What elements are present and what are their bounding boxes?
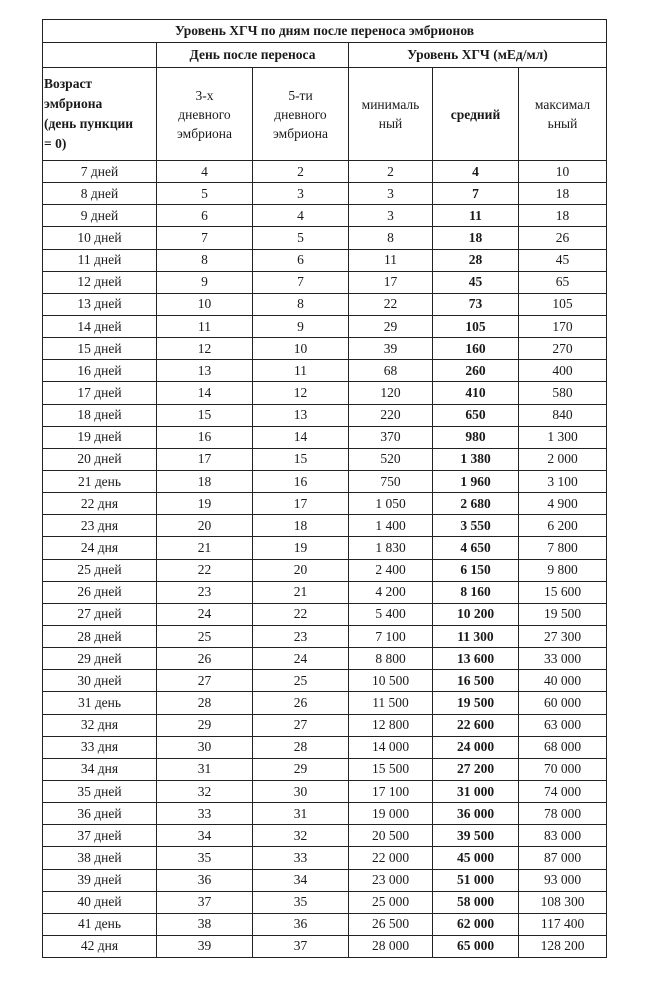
day3-cell: 38 xyxy=(157,913,253,935)
age-cell: 14 дней xyxy=(43,315,157,337)
header-line: (день пункции xyxy=(44,116,134,131)
avg-level-cell: 1 960 xyxy=(433,470,519,492)
hcg-level-header: Уровень ХГЧ (мЕд/мл) xyxy=(349,43,607,68)
max-level-cell: 33 000 xyxy=(519,648,607,670)
avg-level-cell: 18 xyxy=(433,227,519,249)
table-row xyxy=(43,426,607,448)
min-level-cell: 11 500 xyxy=(349,692,433,714)
day5-cell: 30 xyxy=(253,780,349,802)
max-level-cell: 3 100 xyxy=(519,470,607,492)
min-level-cell: 370 xyxy=(349,426,433,448)
avg-level-cell: 16 500 xyxy=(433,670,519,692)
max-level-cell: 15 600 xyxy=(519,581,607,603)
day3-cell: 28 xyxy=(157,692,253,714)
min-level-cell: 1 400 xyxy=(349,515,433,537)
avg-level-cell: 4 xyxy=(433,161,519,183)
max-level-cell: 26 xyxy=(519,227,607,249)
avg-level-cell: 4 650 xyxy=(433,537,519,559)
min-level-cell: 1 050 xyxy=(349,493,433,515)
day5-cell: 16 xyxy=(253,470,349,492)
min-level-cell: 10 500 xyxy=(349,670,433,692)
avg-level-cell: 58 000 xyxy=(433,891,519,913)
avg-level-cell: 45 000 xyxy=(433,847,519,869)
age-cell: 13 дней xyxy=(43,293,157,315)
min-level-cell: 12 800 xyxy=(349,714,433,736)
age-cell: 25 дней xyxy=(43,559,157,581)
day3-cell: 30 xyxy=(157,736,253,758)
day3-cell: 13 xyxy=(157,360,253,382)
max-level-cell: 65 xyxy=(519,271,607,293)
table-row xyxy=(43,714,607,736)
age-cell: 16 дней xyxy=(43,360,157,382)
age-cell: 27 дней xyxy=(43,603,157,625)
age-cell: 41 день xyxy=(43,913,157,935)
avg-level-cell: 160 xyxy=(433,338,519,360)
day3-cell: 22 xyxy=(157,559,253,581)
table-row xyxy=(43,205,607,227)
table-row xyxy=(43,493,607,515)
avg-level-cell: 10 200 xyxy=(433,603,519,625)
avg-level-cell: 27 200 xyxy=(433,758,519,780)
age-cell: 9 дней xyxy=(43,205,157,227)
day5-cell: 32 xyxy=(253,825,349,847)
table-row xyxy=(43,404,607,426)
age-cell: 17 дней xyxy=(43,382,157,404)
avg-level-cell: 28 xyxy=(433,249,519,271)
table-row xyxy=(43,581,607,603)
day5-cell: 34 xyxy=(253,869,349,891)
avg-level-cell: 11 300 xyxy=(433,625,519,647)
day3-cell: 8 xyxy=(157,249,253,271)
table-title: Уровень ХГЧ по дням после переноса эмбрионов xyxy=(43,20,607,43)
avg-level-cell: 260 xyxy=(433,360,519,382)
age-cell: 34 дня xyxy=(43,758,157,780)
header-line: эмбриона xyxy=(176,125,233,141)
table-row xyxy=(43,648,607,670)
table-row xyxy=(43,935,607,957)
age-cell: 33 дня xyxy=(43,736,157,758)
min-level-cell: 120 xyxy=(349,382,433,404)
age-cell: 39 дней xyxy=(43,869,157,891)
age-cell: 23 дня xyxy=(43,515,157,537)
table-row xyxy=(43,515,607,537)
max-level-cell: 60 000 xyxy=(519,692,607,714)
min-level-cell: 1 830 xyxy=(349,537,433,559)
empty-corner-cell xyxy=(43,43,157,68)
max-level-cell: 117 400 xyxy=(519,913,607,935)
day5-cell: 35 xyxy=(253,891,349,913)
day5-cell: 7 xyxy=(253,271,349,293)
max-level-cell: 2 000 xyxy=(519,448,607,470)
max-level-cell: 18 xyxy=(519,205,607,227)
header-line: Возраст xyxy=(44,76,93,91)
day-after-transfer-header: День после переноса xyxy=(157,43,349,68)
max-level-cell: 19 500 xyxy=(519,603,607,625)
min-level-cell: 68 xyxy=(349,360,433,382)
max-level-cell: 45 xyxy=(519,249,607,271)
table-row xyxy=(43,692,607,714)
max-level-cell: 7 800 xyxy=(519,537,607,559)
embryo-age-header xyxy=(43,68,157,161)
avg-level-cell: 2 680 xyxy=(433,493,519,515)
day5-cell: 12 xyxy=(253,382,349,404)
day5-embryo-header xyxy=(253,68,349,161)
min-level-cell: 19 000 xyxy=(349,803,433,825)
day3-cell: 39 xyxy=(157,935,253,957)
min-level-cell: 17 100 xyxy=(349,780,433,802)
day3-cell: 31 xyxy=(157,758,253,780)
max-level-cell: 87 000 xyxy=(519,847,607,869)
max-level-cell: 18 xyxy=(519,183,607,205)
avg-level-cell: 1 380 xyxy=(433,448,519,470)
age-cell: 42 дня xyxy=(43,935,157,957)
avg-level-cell: 105 xyxy=(433,315,519,337)
avg-level-cell: 45 xyxy=(433,271,519,293)
avg-level-header xyxy=(433,68,519,161)
day3-cell: 37 xyxy=(157,891,253,913)
age-cell: 11 дней xyxy=(43,249,157,271)
age-cell: 15 дней xyxy=(43,338,157,360)
max-level-cell: 70 000 xyxy=(519,758,607,780)
day5-cell: 17 xyxy=(253,493,349,515)
age-cell: 38 дней xyxy=(43,847,157,869)
day3-cell: 32 xyxy=(157,780,253,802)
age-cell: 20 дней xyxy=(43,448,157,470)
max-level-cell: 108 300 xyxy=(519,891,607,913)
table-row xyxy=(43,603,607,625)
day3-cell: 11 xyxy=(157,315,253,337)
day5-cell: 3 xyxy=(253,183,349,205)
day3-cell: 25 xyxy=(157,625,253,647)
min-level-cell: 29 xyxy=(349,315,433,337)
table-row xyxy=(43,271,607,293)
day3-cell: 29 xyxy=(157,714,253,736)
day3-cell: 18 xyxy=(157,470,253,492)
age-cell: 18 дней xyxy=(43,404,157,426)
day5-cell: 15 xyxy=(253,448,349,470)
table-row xyxy=(43,625,607,647)
table-row xyxy=(43,448,607,470)
max-level-cell: 63 000 xyxy=(519,714,607,736)
day3-cell: 10 xyxy=(157,293,253,315)
header-line: минималь xyxy=(361,97,420,112)
day5-cell: 25 xyxy=(253,670,349,692)
avg-level-cell: 24 000 xyxy=(433,736,519,758)
age-cell: 28 дней xyxy=(43,625,157,647)
day5-cell: 8 xyxy=(253,293,349,315)
avg-level-cell: 73 xyxy=(433,293,519,315)
max-level-cell: 68 000 xyxy=(519,736,607,758)
hcg-table xyxy=(42,19,607,958)
age-cell: 32 дня xyxy=(43,714,157,736)
day5-cell: 10 xyxy=(253,338,349,360)
table-row xyxy=(43,803,607,825)
day5-cell: 5 xyxy=(253,227,349,249)
avg-level-cell: 7 xyxy=(433,183,519,205)
day3-cell: 15 xyxy=(157,404,253,426)
min-level-cell: 20 500 xyxy=(349,825,433,847)
day3-cell: 12 xyxy=(157,338,253,360)
min-level-cell: 28 000 xyxy=(349,935,433,957)
age-cell: 7 дней xyxy=(43,161,157,183)
day5-cell: 37 xyxy=(253,935,349,957)
hcg-table-container xyxy=(42,19,606,958)
avg-level-cell: 980 xyxy=(433,426,519,448)
day3-cell: 16 xyxy=(157,426,253,448)
table-row xyxy=(43,891,607,913)
max-level-cell: 40 000 xyxy=(519,670,607,692)
max-level-cell: 74 000 xyxy=(519,780,607,802)
avg-level-cell: 19 500 xyxy=(433,692,519,714)
day3-embryo-header xyxy=(157,68,253,161)
age-cell: 19 дней xyxy=(43,426,157,448)
min-level-cell: 15 500 xyxy=(349,758,433,780)
max-level-cell: 128 200 xyxy=(519,935,607,957)
min-level-cell: 25 000 xyxy=(349,891,433,913)
age-cell: 21 день xyxy=(43,470,157,492)
day5-cell: 21 xyxy=(253,581,349,603)
age-cell: 40 дней xyxy=(43,891,157,913)
table-row xyxy=(43,537,607,559)
day3-cell: 35 xyxy=(157,847,253,869)
age-cell: 36 дней xyxy=(43,803,157,825)
table-row xyxy=(43,249,607,271)
header-line: дневного xyxy=(178,106,231,122)
age-cell: 35 дней xyxy=(43,780,157,802)
age-cell: 24 дня xyxy=(43,537,157,559)
avg-level-cell: 51 000 xyxy=(433,869,519,891)
day5-cell: 36 xyxy=(253,913,349,935)
age-cell: 26 дней xyxy=(43,581,157,603)
header-line: эмбриона xyxy=(44,96,103,111)
table-row xyxy=(43,293,607,315)
max-level-cell: 840 xyxy=(519,404,607,426)
max-level-cell: 27 300 xyxy=(519,625,607,647)
min-level-cell: 8 800 xyxy=(349,648,433,670)
min-level-cell: 17 xyxy=(349,271,433,293)
min-level-cell: 750 xyxy=(349,470,433,492)
header-line: средний xyxy=(450,106,501,122)
header-line: 5-ти xyxy=(288,87,313,103)
table-row xyxy=(43,470,607,492)
min-level-cell: 2 xyxy=(349,161,433,183)
day3-cell: 27 xyxy=(157,670,253,692)
day5-cell: 28 xyxy=(253,736,349,758)
avg-level-cell: 410 xyxy=(433,382,519,404)
day5-cell: 22 xyxy=(253,603,349,625)
table-row xyxy=(43,315,607,337)
table-row xyxy=(43,161,607,183)
min-level-cell: 7 100 xyxy=(349,625,433,647)
max-level-cell: 400 xyxy=(519,360,607,382)
day3-cell: 14 xyxy=(157,382,253,404)
min-level-cell: 11 xyxy=(349,249,433,271)
day3-cell: 9 xyxy=(157,271,253,293)
day5-cell: 18 xyxy=(253,515,349,537)
day5-cell: 23 xyxy=(253,625,349,647)
avg-level-cell: 13 600 xyxy=(433,648,519,670)
min-level-cell: 22 000 xyxy=(349,847,433,869)
day3-cell: 7 xyxy=(157,227,253,249)
max-level-cell: 6 200 xyxy=(519,515,607,537)
max-level-cell: 83 000 xyxy=(519,825,607,847)
day3-cell: 19 xyxy=(157,493,253,515)
avg-level-cell: 62 000 xyxy=(433,913,519,935)
min-level-cell: 26 500 xyxy=(349,913,433,935)
max-level-cell: 10 xyxy=(519,161,607,183)
header-line: ьный xyxy=(547,116,578,131)
day3-cell: 34 xyxy=(157,825,253,847)
age-cell: 29 дней xyxy=(43,648,157,670)
table-row xyxy=(43,183,607,205)
max-level-cell: 9 800 xyxy=(519,559,607,581)
age-cell: 30 дней xyxy=(43,670,157,692)
avg-level-cell: 65 000 xyxy=(433,935,519,957)
header-line: 3-х xyxy=(195,87,214,103)
age-cell: 8 дней xyxy=(43,183,157,205)
day5-cell: 6 xyxy=(253,249,349,271)
max-level-cell: 4 900 xyxy=(519,493,607,515)
header-line: эмбриона xyxy=(272,125,329,141)
age-cell: 31 день xyxy=(43,692,157,714)
max-level-cell: 1 300 xyxy=(519,426,607,448)
table-row xyxy=(43,869,607,891)
age-cell: 12 дней xyxy=(43,271,157,293)
table-body xyxy=(43,161,607,958)
age-cell: 10 дней xyxy=(43,227,157,249)
avg-level-cell: 6 150 xyxy=(433,559,519,581)
max-level-cell: 93 000 xyxy=(519,869,607,891)
day3-cell: 23 xyxy=(157,581,253,603)
day3-cell: 20 xyxy=(157,515,253,537)
min-level-cell: 14 000 xyxy=(349,736,433,758)
day5-cell: 27 xyxy=(253,714,349,736)
table-row xyxy=(43,825,607,847)
day5-cell: 24 xyxy=(253,648,349,670)
min-level-cell: 39 xyxy=(349,338,433,360)
table-row xyxy=(43,338,607,360)
max-level-header xyxy=(519,68,607,161)
day5-cell: 2 xyxy=(253,161,349,183)
header-line: = 0) xyxy=(44,136,67,151)
day3-cell: 5 xyxy=(157,183,253,205)
day3-cell: 24 xyxy=(157,603,253,625)
min-level-cell: 2 400 xyxy=(349,559,433,581)
day3-cell: 36 xyxy=(157,869,253,891)
table-row xyxy=(43,736,607,758)
min-level-cell: 23 000 xyxy=(349,869,433,891)
avg-level-cell: 36 000 xyxy=(433,803,519,825)
header-line: максимал xyxy=(534,97,591,112)
day5-cell: 20 xyxy=(253,559,349,581)
day5-cell: 29 xyxy=(253,758,349,780)
table-row xyxy=(43,758,607,780)
min-level-cell: 4 200 xyxy=(349,581,433,603)
day3-cell: 17 xyxy=(157,448,253,470)
day5-cell: 11 xyxy=(253,360,349,382)
min-level-cell: 22 xyxy=(349,293,433,315)
table-row xyxy=(43,382,607,404)
table-row xyxy=(43,913,607,935)
avg-level-cell: 39 500 xyxy=(433,825,519,847)
min-level-cell: 8 xyxy=(349,227,433,249)
table-row xyxy=(43,360,607,382)
min-level-cell: 3 xyxy=(349,183,433,205)
day3-cell: 26 xyxy=(157,648,253,670)
avg-level-cell: 22 600 xyxy=(433,714,519,736)
day5-cell: 33 xyxy=(253,847,349,869)
day5-cell: 9 xyxy=(253,315,349,337)
max-level-cell: 270 xyxy=(519,338,607,360)
age-cell: 37 дней xyxy=(43,825,157,847)
day3-cell: 33 xyxy=(157,803,253,825)
day5-cell: 19 xyxy=(253,537,349,559)
table-row xyxy=(43,227,607,249)
avg-level-cell: 31 000 xyxy=(433,780,519,802)
min-level-cell: 220 xyxy=(349,404,433,426)
max-level-cell: 170 xyxy=(519,315,607,337)
max-level-cell: 105 xyxy=(519,293,607,315)
max-level-cell: 580 xyxy=(519,382,607,404)
avg-level-cell: 8 160 xyxy=(433,581,519,603)
table-row xyxy=(43,670,607,692)
avg-level-cell: 650 xyxy=(433,404,519,426)
day3-cell: 4 xyxy=(157,161,253,183)
table-row xyxy=(43,847,607,869)
day5-cell: 14 xyxy=(253,426,349,448)
min-level-cell: 5 400 xyxy=(349,603,433,625)
table-row xyxy=(43,780,607,802)
day5-cell: 4 xyxy=(253,205,349,227)
max-level-cell: 78 000 xyxy=(519,803,607,825)
avg-level-cell: 11 xyxy=(433,205,519,227)
day5-cell: 31 xyxy=(253,803,349,825)
avg-level-cell: 3 550 xyxy=(433,515,519,537)
header-line: дневного xyxy=(274,106,327,122)
min-level-header xyxy=(349,68,433,161)
min-level-cell: 520 xyxy=(349,448,433,470)
day3-cell: 6 xyxy=(157,205,253,227)
table-row xyxy=(43,559,607,581)
age-cell: 22 дня xyxy=(43,493,157,515)
day5-cell: 13 xyxy=(253,404,349,426)
header-line: ный xyxy=(378,116,403,131)
day3-cell: 21 xyxy=(157,537,253,559)
min-level-cell: 3 xyxy=(349,205,433,227)
day5-cell: 26 xyxy=(253,692,349,714)
